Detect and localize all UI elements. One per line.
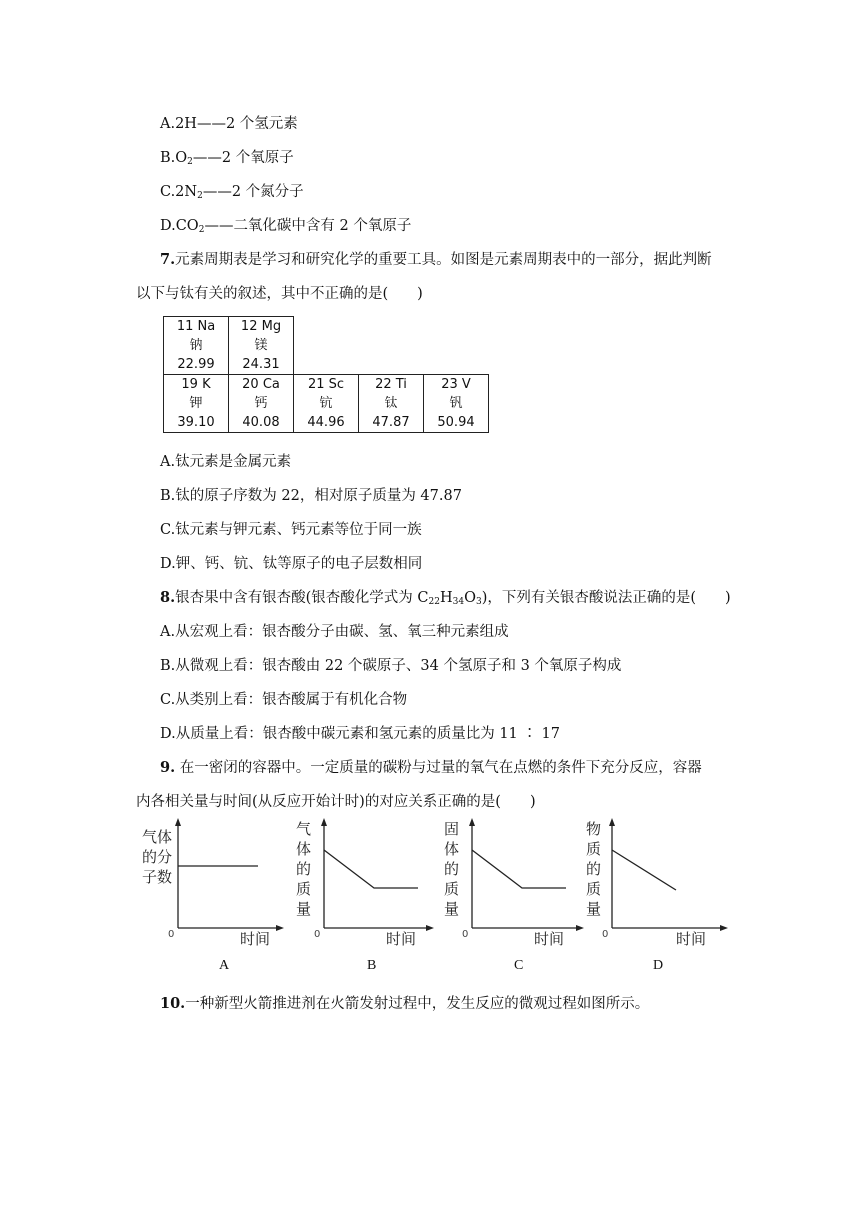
svg-text:的: 的 xyxy=(586,860,602,878)
svg-text:0: 0 xyxy=(462,929,469,940)
svg-text:0: 0 xyxy=(602,929,609,940)
q6-option-a: A.2H——2 个氢元素 xyxy=(160,116,298,132)
periodic-table-row2 xyxy=(163,374,489,433)
q6-option-c: $C.2N_2——2$ 个氮分子 xyxy=(160,184,304,201)
svg-text:时间: 时间 xyxy=(676,930,707,948)
svg-text:的: 的 xyxy=(444,860,460,878)
svg-text:质: 质 xyxy=(586,880,602,898)
q6-option-b: $B.O_2——2$ 个氧原子 xyxy=(160,150,294,167)
svg-text:物: 物 xyxy=(586,820,602,838)
q7-option-a: A.钛元素是金属元素 xyxy=(160,454,292,470)
graph-a-xlabel: 时间 xyxy=(240,930,271,948)
graph-d-series-line xyxy=(612,850,676,890)
graph-d xyxy=(580,818,730,948)
svg-text:气: 气 xyxy=(296,820,312,838)
element-cell-mg: 12 Mg 镁 24.31 xyxy=(229,317,294,375)
svg-text:固: 固 xyxy=(444,820,460,838)
periodic-table-row1 xyxy=(163,316,294,375)
graph-c xyxy=(436,818,586,948)
q7-option-c: C.钛元素与钾元素、钙元素等位于同一族 xyxy=(160,522,422,538)
svg-text:量: 量 xyxy=(444,900,460,918)
graph-b-series-line xyxy=(324,850,418,888)
q10-stem: 10.一种新型火箭推进剂在火箭发射过程中，发生反应的微观过程如图所示。 xyxy=(160,995,650,1012)
q7-stem-line2: 以下与钛有关的叙述，其中不正确的是( ) xyxy=(136,286,423,302)
q8-stem: 8.银杏果中含有银杏酸(银杏酸化学式为 $C_{22}H_{34}O_3$)，下列有关银杏酸说法正确的是( ) xyxy=(160,589,731,607)
graph-a-ylabel-2: 的分 xyxy=(142,848,173,866)
element-cell-v: 23 V 钒 50.94 xyxy=(424,375,489,433)
svg-text:质: 质 xyxy=(296,880,312,898)
graph-a-label: A xyxy=(219,958,230,973)
svg-text:0: 0 xyxy=(168,929,175,940)
graph-d-label: D xyxy=(653,958,664,973)
svg-text:质: 质 xyxy=(444,880,460,898)
element-cell-sc: 21 Sc 钪 44.96 xyxy=(294,375,359,433)
q8-option-d: D.从质量上看：银杏酸中碳元素和氢元素的质量比为 11 ∶ 17 xyxy=(160,726,560,742)
element-cell-ti: 22 Ti 钛 47.87 xyxy=(359,375,424,433)
svg-text:质: 质 xyxy=(586,840,602,858)
element-cell-ca: 20 Ca 钙 40.08 xyxy=(229,375,294,433)
svg-text:体: 体 xyxy=(444,840,460,858)
graph-b xyxy=(286,818,436,948)
q6-option-d: $D.CO_2——$二氧化碳中含有 2 个氧原子 xyxy=(160,218,412,235)
svg-text:量: 量 xyxy=(296,900,312,918)
q9-stem-line2: 内各相关量与时间(从反应开始计时)的对应关系正确的是( ) xyxy=(136,794,536,810)
q7-option-b: B.钛的原子序数为 22，相对原子质量为 47.87 xyxy=(160,488,462,504)
svg-text:体: 体 xyxy=(296,840,312,858)
graph-a-ylabel-1: 气体 xyxy=(142,828,173,846)
q7-stem-line1: 7.元素周期表是学习和研究化学的重要工具。如图是元素周期表中的一部分，据此判断 xyxy=(160,251,712,268)
q7-option-d: D.钾、钙、钪、钛等原子的电子层数相同 xyxy=(160,556,423,572)
graph-a-ylabel-3: 子数 xyxy=(142,868,173,886)
graph-c-series-line xyxy=(472,850,566,888)
element-cell-k: 19 K 钾 39.10 xyxy=(164,375,229,433)
svg-text:的: 的 xyxy=(296,860,312,878)
graph-b-label: B xyxy=(367,958,377,973)
svg-text:0: 0 xyxy=(314,929,321,940)
q9-stem-line1: 9. 在一密闭的容器中。一定质量的碳粉与过量的氧气在点燃的条件下充分反应，容器 xyxy=(160,759,702,776)
element-cell-na: 11 Na 钠 22.99 xyxy=(164,317,229,375)
q8-option-b: B.从微观上看：银杏酸由 22 个碳原子、34 个氢原子和 3 个氧原子构成 xyxy=(160,658,622,674)
svg-text:量: 量 xyxy=(586,900,602,918)
graph-c-label: C xyxy=(514,958,524,973)
q8-option-a: A.从宏观上看：银杏酸分子由碳、氢、氧三种元素组成 xyxy=(160,624,509,640)
svg-text:时间: 时间 xyxy=(534,930,565,948)
q8-option-c: C.从类别上看：银杏酸属于有机化合物 xyxy=(160,692,408,708)
svg-text:时间: 时间 xyxy=(386,930,417,948)
graph-a xyxy=(136,818,286,948)
